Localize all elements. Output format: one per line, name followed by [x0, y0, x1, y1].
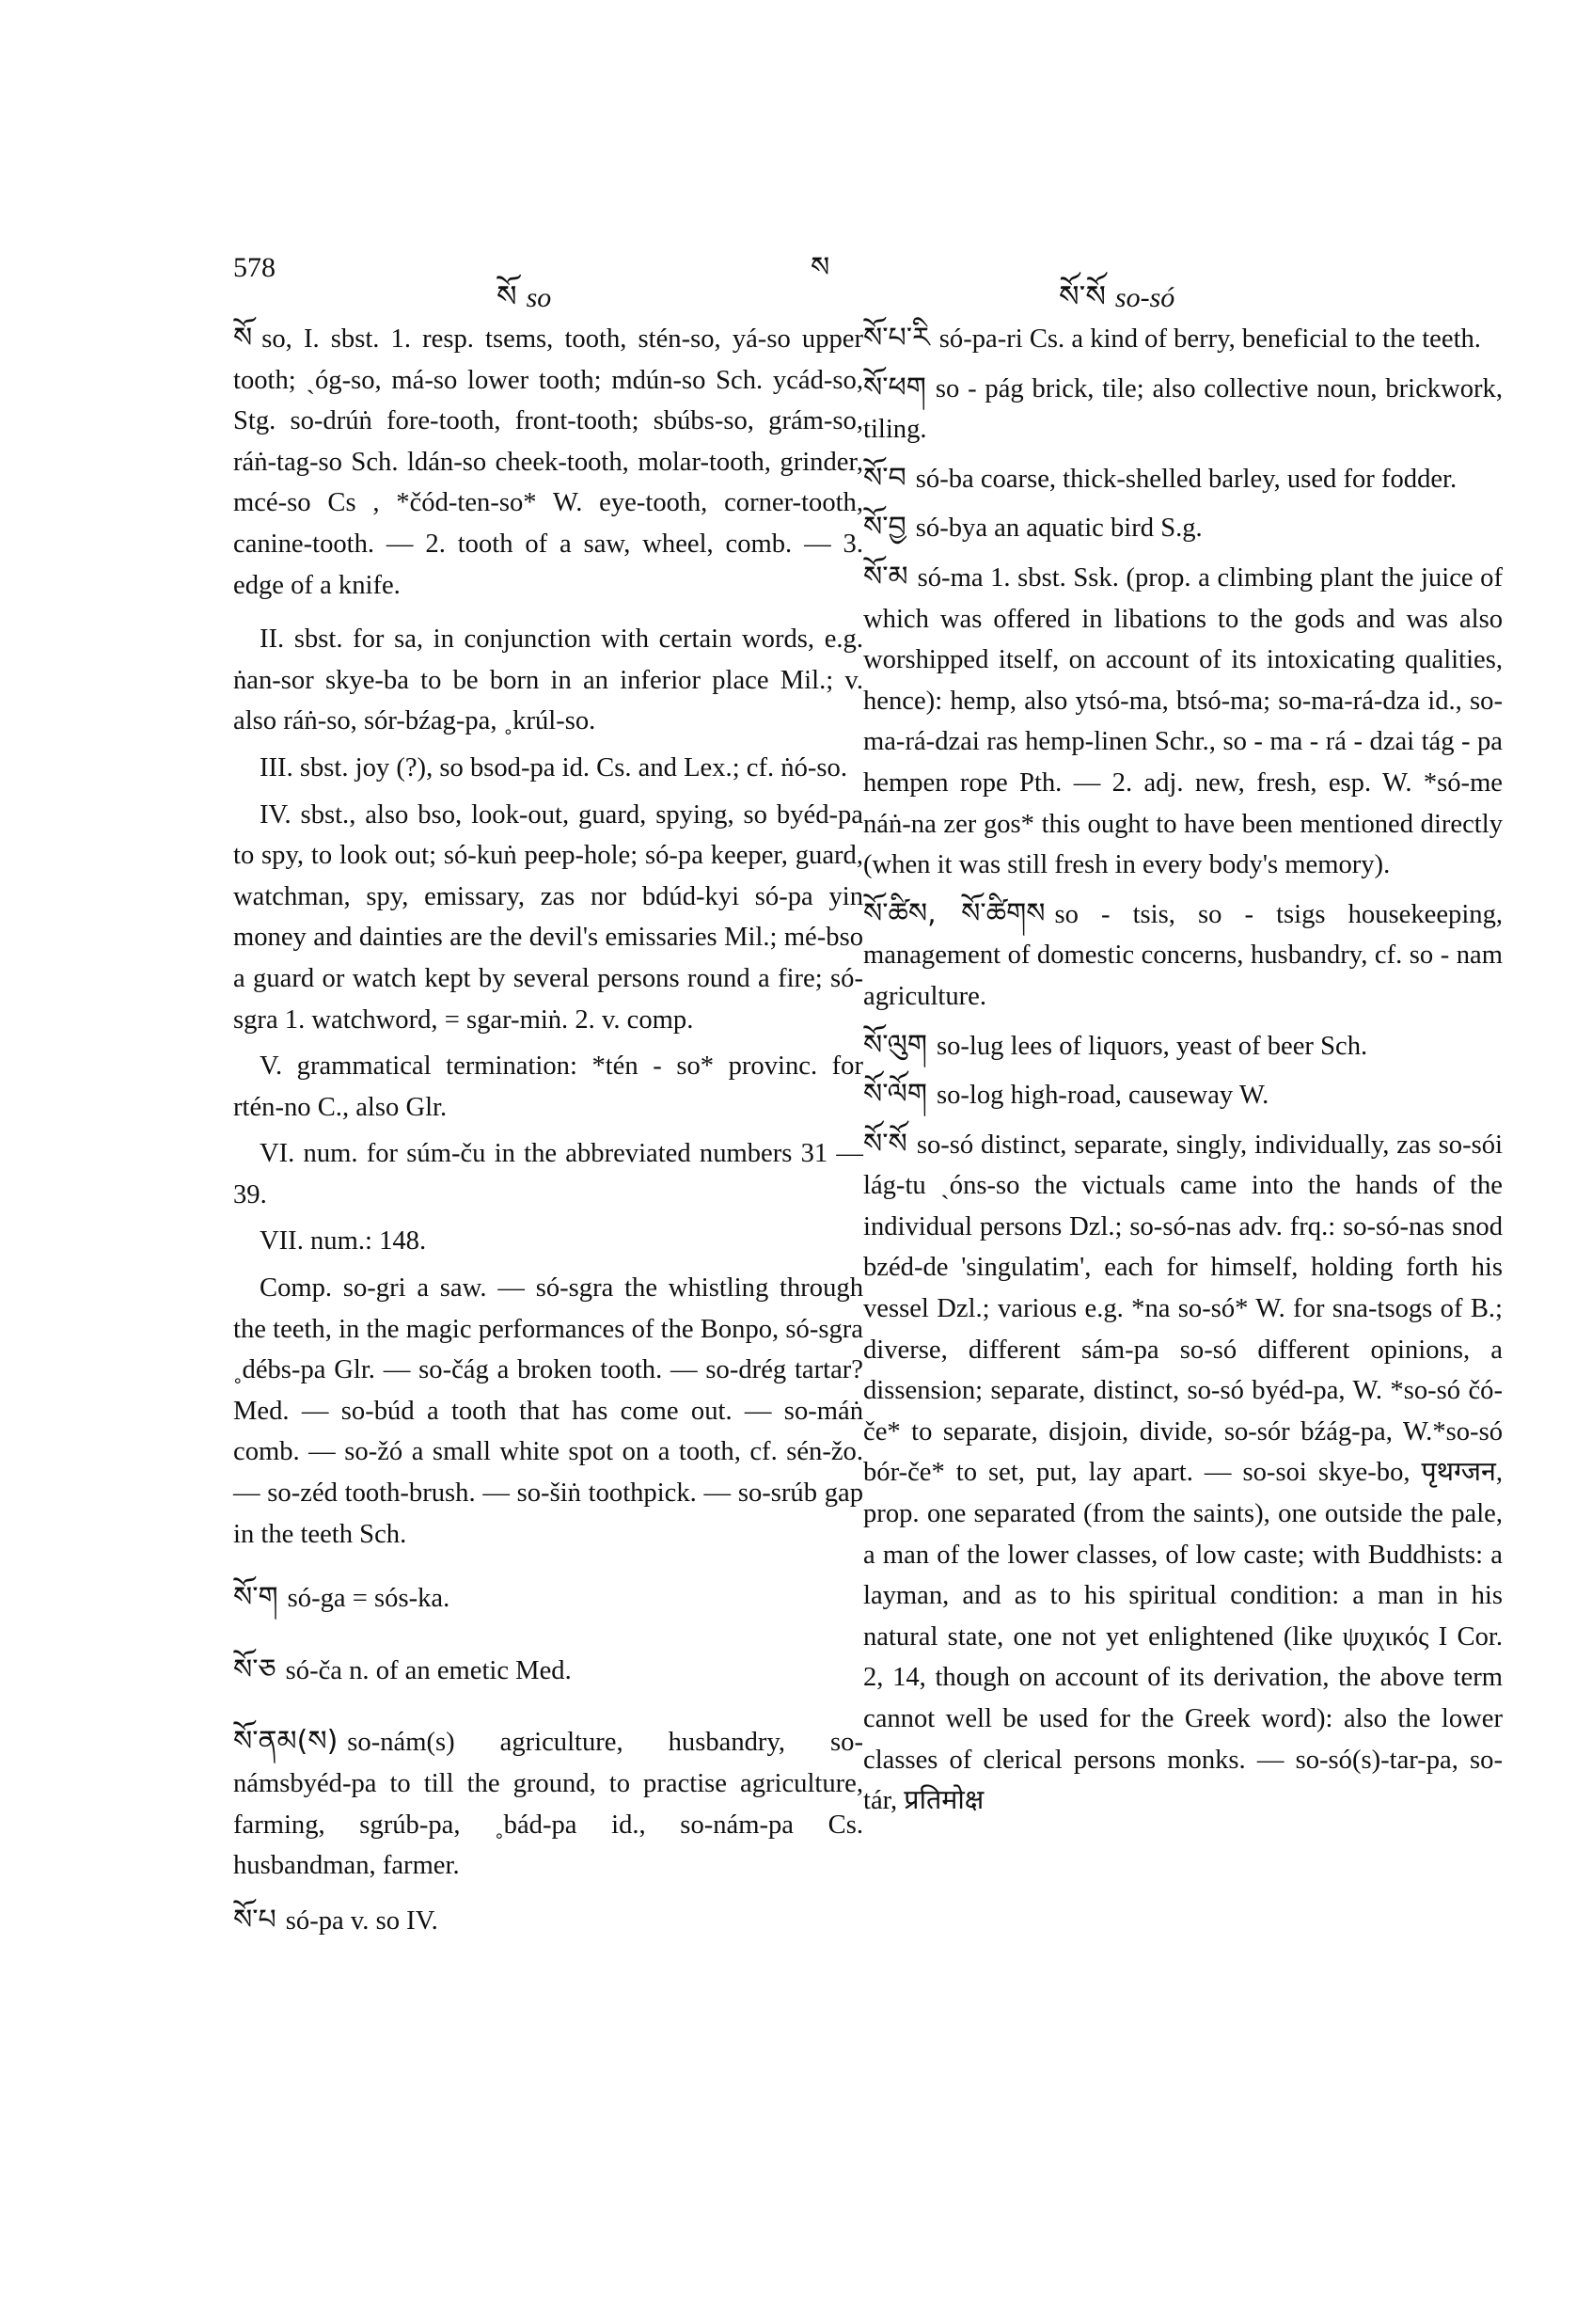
entry-so-1: [233, 318, 863, 606]
right-running-head: [1059, 280, 1174, 314]
entry-headword: སོ་མ: [863, 560, 908, 593]
entry-headword: སོ་ཚིས, སོ་ཚིགས: [863, 896, 1046, 930]
entry-text: so-nám(s) agriculture, husbandry, so-námsbyéd-pa to till the ground, to practise agriculture, farming, sgrúb-pa, ˳bád-pa id., so-nám-pa Cs. husbandman, farmer.: [233, 1728, 863, 1881]
entry-text: só-pa-ri Cs. a kind of berry, beneficial to the teeth.: [938, 324, 1481, 354]
entry-text: só-bya an aquatic bird S.g.: [915, 514, 1203, 544]
entry-text: só-ča n. of an emetic Med.: [285, 1655, 572, 1685]
entry-so-tsis: [863, 893, 1503, 1018]
entry-so-pa: [233, 1900, 863, 1942]
right-head-tibetan: སོ་སོ: [1059, 278, 1106, 314]
entry-so-log: [863, 1074, 1503, 1116]
center-letter: ས: [811, 251, 830, 284]
entry-text: so-log high-road, causeway W.: [936, 1081, 1269, 1111]
entry-so-pa-ri: [863, 318, 1503, 360]
left-running-head: [496, 280, 551, 314]
entry-so-nams: [233, 1721, 863, 1886]
entry-so-bya: [863, 507, 1503, 549]
entry-so-ga: [233, 1577, 863, 1620]
entry-so-ca: [233, 1650, 863, 1692]
entry-headword: སོ: [233, 322, 253, 355]
entry-headword: སོ་བ: [863, 461, 906, 495]
entry-text: so, I. sbst. 1. resp. tsems, tooth, stén-so, yá-so upper tooth; ˏóg-so, má-so lower tooth; mdún-so Sch. ycád-so, Stg. so-drúṅ fore-tooth, front-tooth; sbúbs-so, grám-so, ráṅ-tag-so Sch. ldán-so cheek-tooth, molar-tooth, grinder, mcé-so Cs , *čód-ten-so* W. eye-tooth, corner-tooth, canine-tooth. — 2. tooth of a saw, wheel, comb. — 3. edge of a knife.: [233, 324, 863, 600]
entry-so-pag: [863, 368, 1503, 451]
entry-so-so: [863, 1124, 1503, 1822]
entry-so-3: III. sbst. joy (?), so bsod-pa id. Cs. and Lex.; cf. ṅó-so.: [260, 752, 847, 783]
left-column: [233, 318, 863, 1954]
entry-text: so - tsis, so - tsigs housekeeping, management of domestic concerns, husbandry, cf. so - nam agriculture.: [863, 899, 1504, 1011]
page-number: 578: [233, 252, 276, 283]
entry-so-5: V. grammatical termination: *tén - so* provinc. for rtén-no C., also Glr.: [233, 1051, 863, 1122]
entry-headword: སོ་ག: [233, 1581, 278, 1615]
entry-text: so-lug lees of liquors, yeast of beer Sch.: [936, 1031, 1368, 1061]
entry-so-4: IV. sbst., also bso, look-out, guard, spying, so byéd-pa to spy, to look out; só-kuṅ peep-hole; só-pa keeper, guard, watchman, spy, emissary, zas nor bdúd-kyi só-pa yin money and dainties are the devil's emissaries Mil.; mé-bso a guard or watch kept by several persons round a fire; só-sgra 1. watchword, = sgar-miṅ. 2. v. comp.: [233, 799, 863, 1035]
right-column: [863, 318, 1503, 1835]
entry-text: so-só distinct, separate, singly, individually, zas so-sói lág-tu ˏóns-so the victuals came into the hands of the individual persons Dzl.; so-só-nas adv. frq.: so-só-nas snod bzéd-de 'singulatim', each for himself, holding forth his vessel Dzl.; various e.g. *na so-só* W. for sna-tsogs of B.; diverse, different sám-pa so-só different opinions, a dissension; separate, distinct, so-só byéd-pa, W. *so-só čó-če* to separate, disjoin, divide, so-sór bźág-pa, W.*so-só bór-če* to set, put, lay apart. — so-soi skye-bo, पृथग्जन, prop. one separated (from the saints), one outside the pale, a man of the lower classes, of low caste; with Buddhists: a layman, and as to his spiritual condition: a man in his natural state, one not yet enlightened (like ψυχικός I Cor. 2, 14, though on account of its derivation, the above term cannot well be used for the Greek word): also the lower classes of clerical persons monks. — so-só(s)-tar-pa, so-tár, प्रतिमोक्ष: [863, 1130, 1503, 1816]
entry-so-7: VII. num.: 148.: [260, 1226, 427, 1257]
entry-headword: སོ་ཕག: [863, 371, 926, 404]
entry-so-ma: [863, 557, 1503, 886]
entry-so-ba: [863, 458, 1503, 500]
left-head-latin: so: [526, 282, 552, 313]
right-head-latin: so-só: [1114, 282, 1175, 313]
entry-so-lug: [863, 1025, 1503, 1067]
entry-headword: སོ་སོ: [863, 1127, 907, 1161]
entry-so-2: II. sbst. for sa, in conjunction with certain words, e.g. ṅan-sor skye-ba to be born in an inferior place Mil.; v. also ráṅ-so, sór-bźag-pa, ˳krúl-so.: [233, 624, 863, 736]
entry-headword: སོ་པ་རི: [863, 322, 930, 355]
entry-text: só-ba coarse, thick-shelled barley, used for fodder.: [915, 464, 1458, 494]
entry-headword: སོ་ལོག: [863, 1078, 927, 1112]
entry-headword: སོ་པ: [233, 1903, 276, 1937]
entry-text: só-ga = sós-ka.: [287, 1584, 450, 1614]
entry-headword: སོ་ལུག: [863, 1028, 927, 1062]
entry-text: só-pa v. so IV.: [285, 1905, 438, 1936]
entry-so-comp: Comp. so-gri a saw. — só-sgra the whistling through the teeth, in the magic performances of the Bonpo, só-sgra ˳débs-pa Glr. — so-čág a broken tooth. — so-drég tartar? Med. — so-búd a tooth that has come out. — so-máṅ comb. — so-žó a small white spot on a tooth, cf. sén-žo. — so-zéd tooth-brush. — so-šiṅ toothpick. — so-srúb gap in the teeth Sch.: [233, 1273, 863, 1549]
left-head-tibetan: སོ: [496, 278, 517, 314]
entry-headword: སོ་བྱ: [863, 511, 906, 545]
entry-text: so - pág brick, tile; also collective noun, brickwork, tiling.: [863, 373, 1503, 445]
entry-headword: སོ་ཅ: [233, 1652, 276, 1686]
entry-text: só-ma 1. sbst. Ssk. (prop. a climbing plant the juice of which was offered in libations to the gods and was also worshipped itself, on account of its intoxicating qualities, hence): hemp, also ytsó-ma, btsó-ma; so-ma-rá-dza id., so-ma-rá-dzai ras hemp-linen Schr., so - ma - rá - dzai tág - pa hempen rope Pth. — 2. adj. new, fresh, esp. W. *só-me náṅ-na zer gos* this ought to have been mentioned directly (when it was still fresh in every body's memory).: [863, 562, 1503, 880]
entry-headword: སོ་ནམ(ས): [233, 1725, 339, 1759]
entry-so-6: VI. num. for súm-ču in the abbreviated numbers 31 — 39.: [233, 1139, 863, 1209]
